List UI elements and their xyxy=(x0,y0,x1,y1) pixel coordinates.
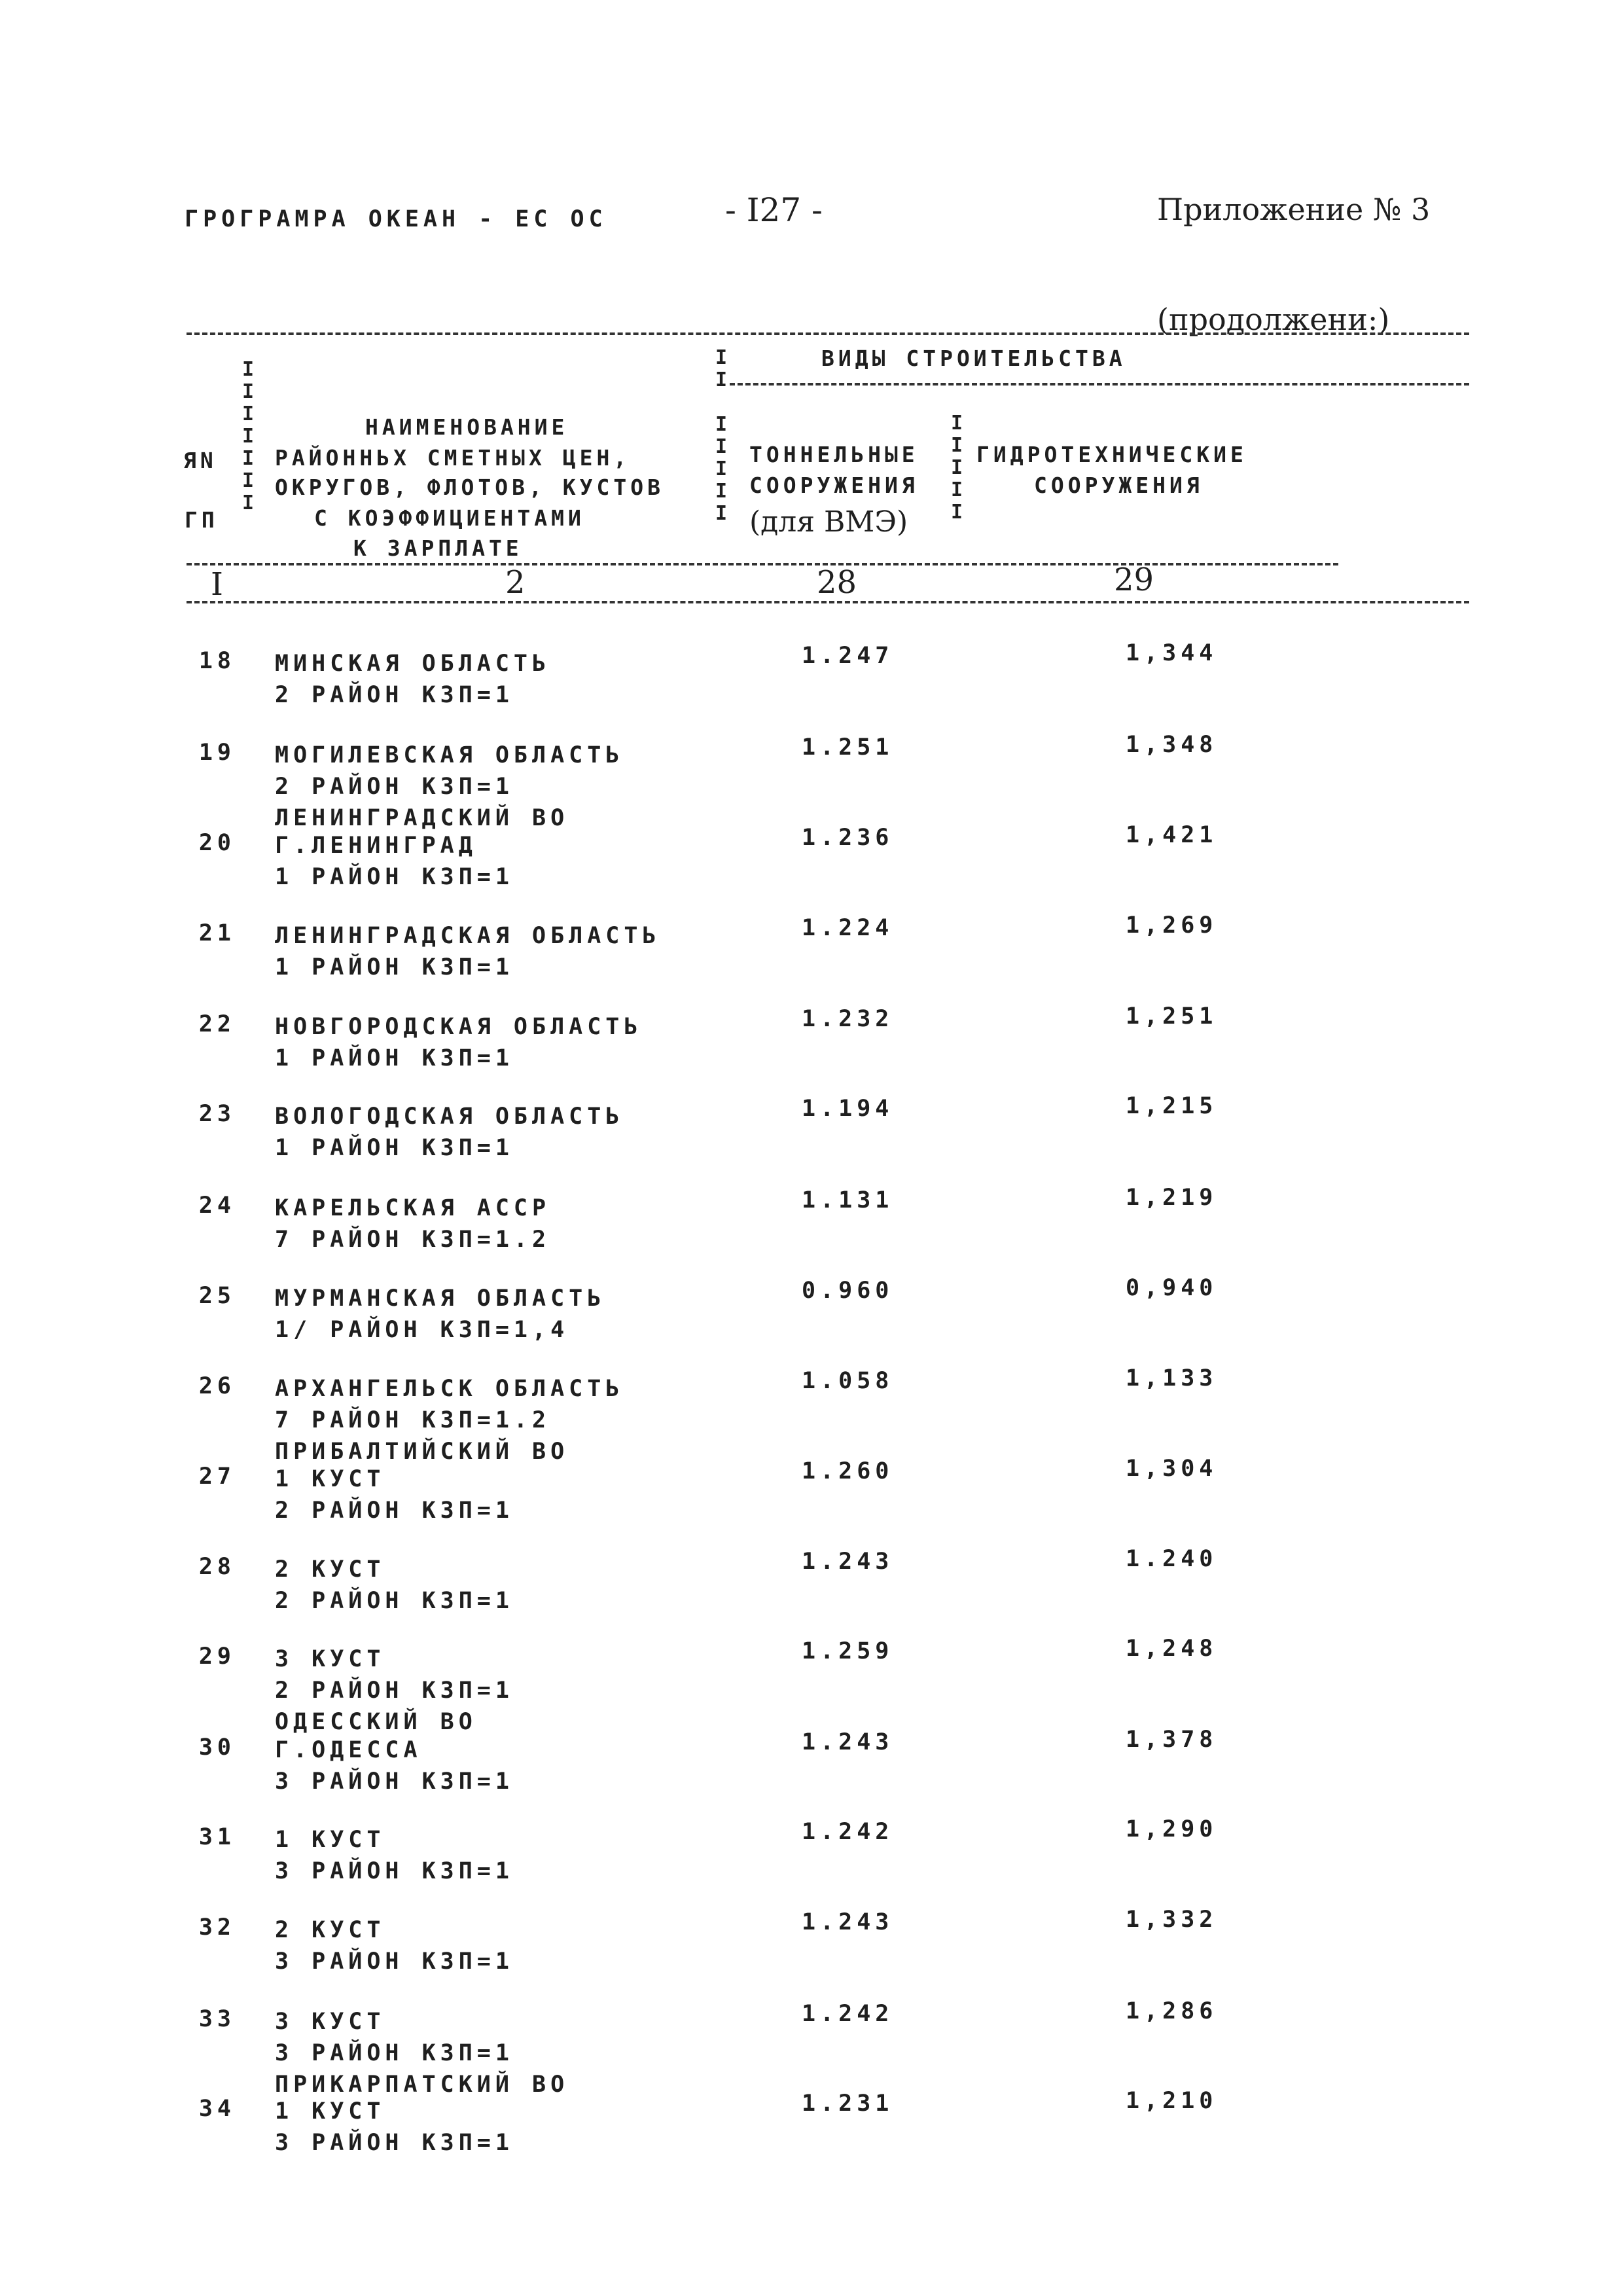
row-name-line: ЛЕНИНГРАДСКАЯ ОБЛАСТЬ xyxy=(275,923,661,949)
value-hydro: 1,304 xyxy=(1126,1456,1218,1482)
value-hydro: 1,290 xyxy=(1126,1816,1218,1842)
value-tunnel: 0.960 xyxy=(802,1278,894,1304)
row-name-line: 2 КУСТ xyxy=(275,1917,385,1943)
value-hydro: 1,219 xyxy=(1126,1185,1218,1211)
row-number: 20 xyxy=(198,830,236,856)
value-tunnel: 1.242 xyxy=(802,2001,894,2027)
row-name xyxy=(275,1643,514,1738)
row-name-line: Г.ОДЕССА xyxy=(275,1737,422,1763)
row-name xyxy=(275,1463,514,1526)
value-tunnel: 1.224 xyxy=(802,915,894,941)
row-name-line: 1 РАЙОН КЗП=1 xyxy=(275,1045,514,1071)
row-name-line: 1 КУСТ xyxy=(275,1466,385,1492)
row-name-line: 3 РАЙОН КЗП=1 xyxy=(275,2040,514,2066)
row-name-line: АРХАНГЕЛЬСК ОБЛАСТЬ xyxy=(275,1376,624,1402)
row-number: 34 xyxy=(198,2096,236,2122)
value-tunnel: 1.251 xyxy=(802,734,894,761)
row-name-line: 3 РАЙОН КЗП=1 xyxy=(275,1768,514,1795)
row-number: 22 xyxy=(198,1011,236,1037)
value-tunnel: 1.058 xyxy=(802,1368,894,1394)
value-tunnel: 1.232 xyxy=(802,1006,894,1032)
header-col2-line3: ОКРУГОВ, ФЛОТОВ, КУСТОВ xyxy=(275,475,664,500)
value-tunnel: 1.194 xyxy=(802,1096,894,1122)
row-name-line: МОГИЛЕВСКАЯ ОБЛАСТЬ xyxy=(275,742,624,768)
row-name-line: ЛЕНИНГРАДСКИЙ ВО xyxy=(275,805,569,831)
value-hydro: 1,248 xyxy=(1126,1636,1218,1662)
header-group-title: ВИДЫ СТРОИТЕЛЬСТВА xyxy=(821,346,1126,371)
row-name-line: 3 РАЙОН КЗП=1 xyxy=(275,1858,514,1884)
header-col28-line1: ТОННЕЛЬНЫЕ xyxy=(749,442,919,467)
row-name-line: Г.ЛЕНИНГРАД xyxy=(275,833,477,859)
value-tunnel: 1.131 xyxy=(802,1187,894,1213)
row-name xyxy=(275,1283,605,1346)
row-name-line: 2 КУСТ xyxy=(275,1556,385,1583)
col-separator-3: I I I I I xyxy=(951,412,963,524)
header-num-col2: 2 xyxy=(505,564,526,601)
row-name-line: 7 РАЙОН КЗП=1.2 xyxy=(275,1227,551,1253)
row-name-line: 3 КУСТ xyxy=(275,1646,385,1672)
row-name-line: ПРИКАРПАТСКИЙ ВО xyxy=(275,2072,569,2098)
row-name-line: 1 РАЙОН КЗП=1 xyxy=(275,1135,514,1161)
value-hydro: 0,940 xyxy=(1126,1275,1218,1301)
header-num-col29: 29 xyxy=(1114,562,1154,598)
value-hydro: 1.240 xyxy=(1126,1546,1218,1572)
row-number: 32 xyxy=(198,1914,236,1941)
value-hydro: 1,269 xyxy=(1126,912,1218,939)
value-tunnel: 1.259 xyxy=(802,1638,894,1664)
row-name xyxy=(275,1554,514,1617)
row-number: 33 xyxy=(198,2006,236,2032)
row-number: 24 xyxy=(198,1193,236,1219)
value-hydro: 1,251 xyxy=(1126,1003,1218,1030)
row-name-line: 2 РАЙОН КЗП=1 xyxy=(275,774,514,800)
row-name-line: 7 РАЙОН КЗП=1.2 xyxy=(275,1407,551,1433)
row-name-line: 3 РАЙОН КЗП=1 xyxy=(275,2130,514,2156)
value-hydro: 1,210 xyxy=(1126,2088,1218,2114)
header-col28-line2: СООРУЖЕНИЯ xyxy=(749,473,919,498)
row-name xyxy=(275,2096,514,2159)
row-name-line: ПРИБАЛТИЙСКИЙ ВО xyxy=(275,1439,569,1465)
header-col29-line2: СООРУЖЕНИЯ xyxy=(1034,473,1204,498)
row-name-line: 2 РАЙОН КЗП=1 xyxy=(275,1498,514,1524)
row-name-line: ОДЕССКИЙ ВО xyxy=(275,1709,477,1735)
value-hydro: 1,344 xyxy=(1126,640,1218,666)
value-hydro: 1,378 xyxy=(1126,1727,1218,1753)
header-col1-line1: ЯN xyxy=(183,448,217,473)
row-name xyxy=(275,1011,642,1074)
value-tunnel: 1.243 xyxy=(802,1729,894,1755)
row-number: 25 xyxy=(198,1283,236,1309)
row-name-line: 1 РАЙОН КЗП=1 xyxy=(275,954,514,980)
header-col29-line1: ГИДРОТЕХНИЧЕСКИЕ xyxy=(976,442,1247,467)
value-hydro: 1,348 xyxy=(1126,732,1218,758)
value-hydro: 1,133 xyxy=(1126,1365,1218,1391)
row-name xyxy=(275,1373,624,1467)
header-col2-line1: НАИМЕНОВАНИЕ xyxy=(365,414,569,440)
header-col1-line2: ГП xyxy=(185,507,219,533)
row-name-line: МИНСКАЯ ОБЛАСТЬ xyxy=(275,651,551,677)
row-number: 19 xyxy=(198,740,236,766)
row-name xyxy=(275,1734,514,1797)
row-name-line: 1 РАЙОН КЗП=1 xyxy=(275,864,514,890)
appendix-line-2: (продолжени:) xyxy=(1157,302,1390,337)
row-name xyxy=(275,740,624,834)
value-tunnel: 1.243 xyxy=(802,1549,894,1575)
row-number: 28 xyxy=(198,1554,236,1580)
row-name-line: НОВГОРОДСКАЯ ОБЛАСТЬ xyxy=(275,1014,643,1040)
value-tunnel: 1.243 xyxy=(802,1909,894,1935)
value-tunnel: 1.236 xyxy=(802,825,894,851)
header-num-col1: I xyxy=(211,566,223,603)
header-col2-line2: РАЙОННЬХ СМЕТНЫХ ЦЕН, xyxy=(275,445,631,471)
value-tunnel: 1.260 xyxy=(802,1458,894,1484)
row-name xyxy=(275,1101,624,1164)
page-number: - I27 - xyxy=(725,191,823,229)
col-separator-1: I I I I I I I xyxy=(242,358,255,514)
row-name xyxy=(275,648,550,711)
appendix-line-1: Приложение № 3 xyxy=(1157,192,1431,227)
value-hydro: 1,421 xyxy=(1126,822,1218,848)
row-number: 18 xyxy=(198,648,236,674)
row-name xyxy=(275,830,514,893)
row-name-line: МУРМАНСКАЯ ОБЛАСТЬ xyxy=(275,1285,606,1312)
row-name-line: 2 РАЙОН КЗП=1 xyxy=(275,682,514,708)
header-col2-line5: К ЗАРПЛАТЕ xyxy=(353,535,523,561)
row-number: 31 xyxy=(198,1824,236,1850)
row-name xyxy=(275,1193,550,1255)
header-num-col28: 28 xyxy=(817,564,857,601)
row-name-line: 1 КУСТ xyxy=(275,1827,385,1853)
row-number: 30 xyxy=(198,1734,236,1761)
row-number: 21 xyxy=(198,920,236,946)
row-name-line: 1/ РАЙОН КЗП=1,4 xyxy=(275,1317,569,1343)
value-hydro: 1,215 xyxy=(1126,1093,1218,1119)
row-number: 26 xyxy=(198,1373,236,1399)
row-number: 27 xyxy=(198,1463,236,1490)
row-name-line: 1 КУСТ xyxy=(275,2098,385,2125)
value-tunnel: 1.247 xyxy=(802,643,894,669)
header-col2-line4: С КОЭФФИЦИЕНТАМИ xyxy=(314,505,585,531)
row-number: 29 xyxy=(198,1643,236,1670)
value-tunnel: 1.231 xyxy=(802,2090,894,2117)
row-name xyxy=(275,2006,569,2100)
value-hydro: 1,286 xyxy=(1126,1998,1218,2024)
program-title: ГРОГРАМРА ОКЕАН - ЕС ОС xyxy=(185,206,607,232)
row-name-line: 3 КУСТ xyxy=(275,2009,385,2035)
row-name-line: ВОЛОГОДСКАЯ ОБЛАСТЬ xyxy=(275,1103,624,1130)
row-name-line: КАРЕЛЬСКАЯ АССР xyxy=(275,1195,551,1221)
row-name xyxy=(275,1914,514,1977)
row-name-line: 3 РАЙОН КЗП=1 xyxy=(275,1948,514,1975)
row-name-line: 2 РАЙОН КЗП=1 xyxy=(275,1677,514,1704)
value-tunnel: 1.242 xyxy=(802,1819,894,1845)
row-number: 23 xyxy=(198,1101,236,1127)
row-name xyxy=(275,920,661,983)
col-separator-2: I I I I I I I xyxy=(715,346,728,525)
value-hydro: 1,332 xyxy=(1126,1907,1218,1933)
header-col28-line3: (для ВМЭ) xyxy=(749,505,908,539)
row-name-line: 2 РАЙОН КЗП=1 xyxy=(275,1588,514,1614)
row-name xyxy=(275,1824,514,1887)
